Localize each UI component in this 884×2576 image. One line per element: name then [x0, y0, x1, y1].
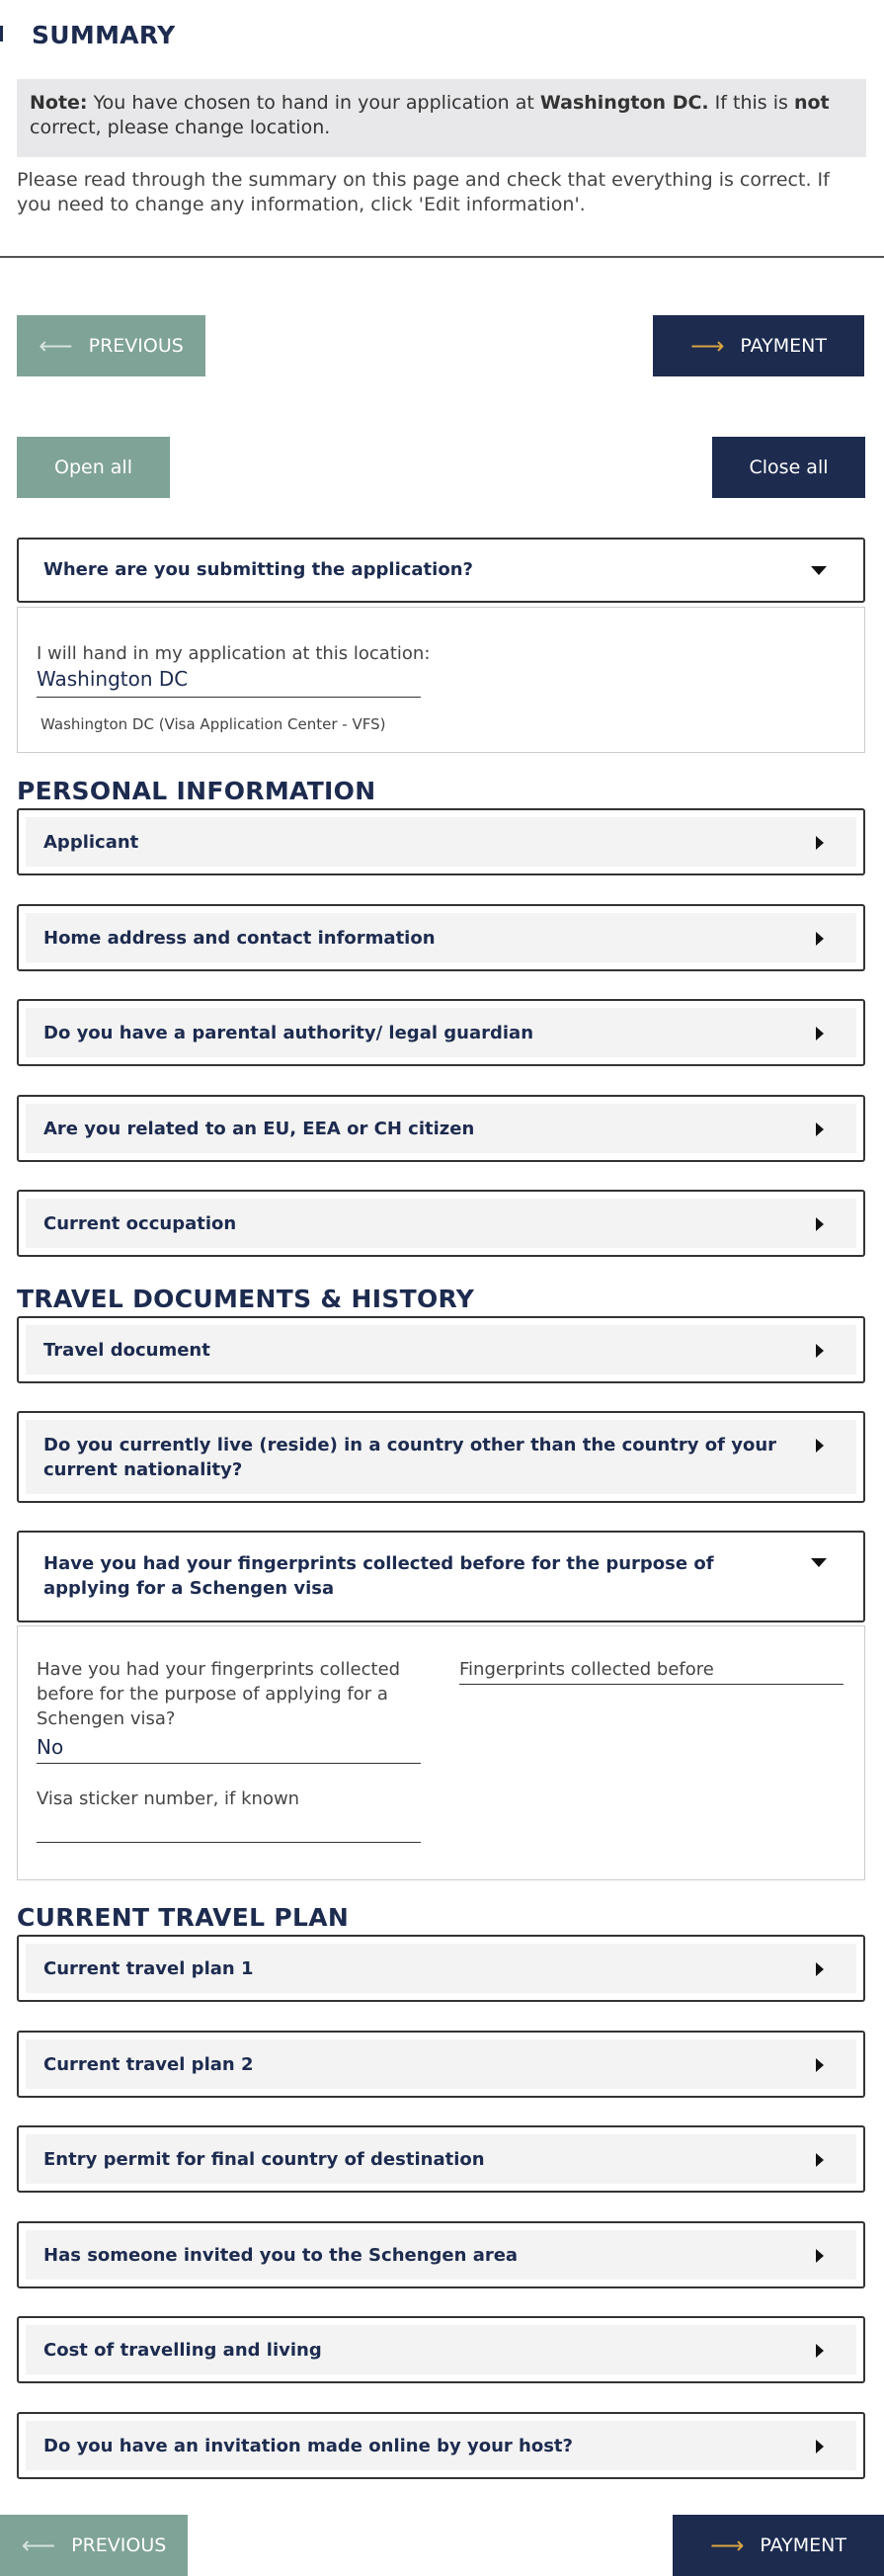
- submission-panel: [17, 607, 865, 753]
- open-all-label: Open all: [54, 457, 132, 478]
- note-text-2: If this is: [708, 92, 794, 114]
- accordion-fingerprints[interactable]: [17, 1531, 865, 1622]
- location-field-value: Washington DC: [37, 667, 189, 691]
- fingerprints-field-value: No: [37, 1735, 64, 1759]
- open-all-button[interactable]: [17, 437, 170, 498]
- accordion-travel-document[interactable]: [17, 1316, 865, 1383]
- caret-right-icon: [816, 836, 824, 850]
- accordion-title: Have you had your fingerprints collected before for the purpose of applying for a Schengen visa: [43, 1553, 714, 1599]
- fingerprints-collected-label: Fingerprints collected before: [459, 1659, 714, 1680]
- accordion-invitation[interactable]: [17, 2221, 865, 2288]
- previous-button-bottom[interactable]: [0, 2515, 188, 2559]
- previous-label: PREVIOUS: [71, 2534, 167, 2556]
- accordion-travel-plan-1[interactable]: [17, 1935, 865, 2002]
- location-detail: Washington DC (Visa Application Center - VFS): [40, 715, 386, 733]
- fingerprints-field-label: Have you had your fingerprints collected before for the purpose of applying for a Schengen visa?: [37, 1659, 401, 1729]
- arrow-left-icon: ⟵: [21, 2532, 56, 2559]
- caret-right-icon: [816, 1122, 824, 1136]
- accordion-title: Travel document: [43, 1340, 210, 1361]
- caret-right-icon: [816, 2344, 824, 2358]
- accordion-title: Current occupation: [43, 1213, 237, 1234]
- caret-right-icon: [816, 2440, 824, 2453]
- arrow-left-icon: ⟵: [39, 332, 73, 360]
- accordion-travel-plan-2[interactable]: [17, 2031, 865, 2098]
- accordion-occupation[interactable]: [17, 1190, 865, 1257]
- accordion-cost[interactable]: [17, 2316, 865, 2383]
- location-note: [17, 79, 866, 157]
- accordion-title: Current travel plan 2: [43, 2054, 254, 2075]
- accordion-title: Home address and contact information: [43, 928, 436, 949]
- fingerprints-panel: [17, 1625, 865, 1880]
- accordion-guardian[interactable]: [17, 999, 865, 1066]
- caret-right-icon: [816, 1344, 824, 1358]
- accordion-title: Do you have an invitation made online by your host?: [43, 2436, 573, 2456]
- caret-right-icon: [816, 2249, 824, 2263]
- payment-label: PAYMENT: [740, 335, 827, 357]
- previous-button-bottom-face: [0, 2515, 188, 2576]
- caret-right-icon: [816, 1962, 824, 1976]
- note-location: Washington DC.: [539, 92, 709, 114]
- arrow-right-icon: ⟶: [690, 332, 725, 360]
- sticker-field-underline: [37, 1842, 421, 1843]
- accordion-title: Are you related to an EU, EEA or CH citizen: [43, 1119, 475, 1139]
- section-heading-travel-plan: CURRENT TRAVEL PLAN: [17, 1903, 350, 1932]
- accordion-residence[interactable]: [17, 1411, 865, 1503]
- close-all-button[interactable]: [712, 437, 865, 498]
- note-text-3: correct, please change location.: [30, 117, 331, 138]
- caret-right-icon: [816, 2153, 824, 2167]
- note-text-1: You have chosen to hand in your application at: [87, 92, 540, 114]
- caret-down-icon: [811, 1558, 827, 1567]
- intro-text: Please read through the summary on this page and check that everything is correct. If you need to change any information, click 'Edit information'.: [17, 169, 830, 215]
- caret-right-icon: [816, 2058, 824, 2072]
- arrow-right-icon: ⟶: [710, 2532, 745, 2559]
- note-not: not: [793, 92, 830, 114]
- section-heading-personal: PERSONAL INFORMATION: [17, 777, 376, 805]
- caret-right-icon: [816, 932, 824, 946]
- location-field-label: I will hand in my application at this location:: [37, 643, 431, 664]
- accordion-title: Current travel plan 1: [43, 1958, 254, 1979]
- payment-label: PAYMENT: [760, 2534, 846, 2556]
- accordion-entry-permit[interactable]: [17, 2125, 865, 2193]
- payment-button-top[interactable]: [653, 315, 864, 376]
- sticker-field-label: Visa sticker number, if known: [37, 1788, 300, 1809]
- payment-button-bottom[interactable]: [673, 2515, 884, 2559]
- payment-button-bottom-face: [673, 2515, 884, 2576]
- accordion-title: Applicant: [43, 832, 139, 853]
- previous-label: PREVIOUS: [88, 335, 184, 357]
- section-heading-travel-docs: TRAVEL DOCUMENTS & HISTORY: [17, 1285, 475, 1313]
- accordion-applicant[interactable]: [17, 808, 865, 875]
- accordion-home-address[interactable]: [17, 904, 865, 971]
- accordion-title: Has someone invited you to the Schengen area: [43, 2245, 519, 2266]
- accordion-title: Entry permit for final country of destination: [43, 2149, 485, 2170]
- caret-right-icon: [816, 1027, 824, 1040]
- accordion-eu-relation[interactable]: [17, 1095, 865, 1162]
- accordion-title: Cost of travelling and living: [43, 2340, 322, 2361]
- fingerprints-field-underline: [37, 1763, 421, 1764]
- fingerprints-collected-underline: [459, 1684, 844, 1685]
- location-field-underline: [37, 697, 421, 698]
- caret-right-icon: [816, 1217, 824, 1231]
- accordion-title: Do you have a parental authority/ legal guardian: [43, 1023, 534, 1043]
- accordion-title: Where are you submitting the application?: [43, 559, 473, 580]
- close-all-label: Close all: [749, 457, 829, 478]
- accordion-title: Do you currently live (reside) in a country other than the country of your current nationality?: [43, 1435, 777, 1480]
- accordion-submission[interactable]: [17, 538, 865, 603]
- caret-down-icon: [811, 566, 827, 575]
- divider: [0, 256, 884, 258]
- accordion-online-invitation[interactable]: [17, 2412, 865, 2479]
- page-title: SUMMARY: [32, 21, 176, 49]
- note-label: Note:: [30, 92, 88, 114]
- previous-button-top[interactable]: [17, 315, 205, 376]
- left-edge-marker: [0, 26, 3, 42]
- caret-right-icon: [816, 1439, 824, 1453]
